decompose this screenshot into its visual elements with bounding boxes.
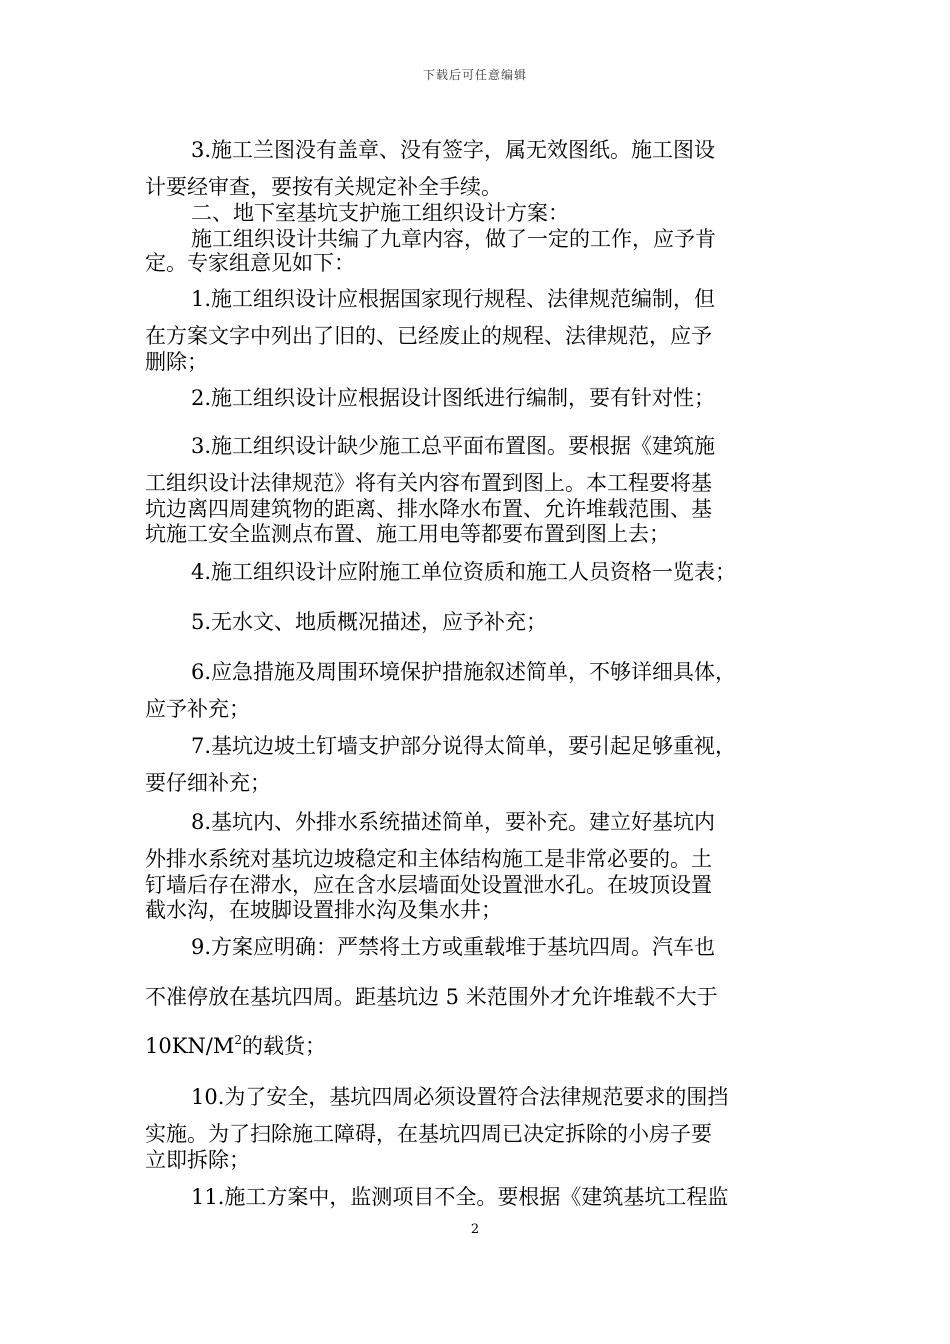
text-line: 应予补充； <box>145 697 250 721</box>
text-line: 10.为了安全，基坑四周必须设置符合法律规范要求的围挡 <box>191 1085 729 1109</box>
text-line: 要仔细补充； <box>145 771 271 795</box>
text-line: 8.基坑内、外排水系统描述简单，要补充。建立好基坑内 <box>191 810 716 834</box>
text-line: 在方案文字中列出了旧的、已经废止的规程、法律规范，应予 <box>145 324 712 348</box>
unit-text: 10KN/M <box>145 1034 235 1058</box>
header-note: 下载后可任意编辑 <box>422 68 527 82</box>
text-line: 5.无水文、地质概况描述，应予补充； <box>191 610 548 634</box>
text-line: 1.施工组织设计应根据国家现行规程、法律规范编制，但 <box>191 287 716 311</box>
text-line: 4.施工组织设计应附施工单位资质和施工人员资格一览表； <box>191 560 737 584</box>
text-line: 工组织设计法律规范》将有关内容布置到图上。本工程要将基 <box>145 471 712 495</box>
text-line: 定。专家组意见如下： <box>145 251 355 275</box>
text-line: 11.施工方案中，监测项目不全。要根据《建筑基坑工程监 <box>191 1185 729 1209</box>
text-fragment: 的载货； <box>242 1034 327 1058</box>
text-line: 实施。为了扫除施工障碍，在基坑四周已决定拆除的小房子要 <box>145 1122 712 1146</box>
text-line: 坑边离四周建筑物的距离、排水降水布置、允许堆载范围、基 <box>145 497 712 521</box>
text-line <box>145 1033 327 1058</box>
page-number: 2 <box>470 1222 480 1237</box>
text-line: 计要经审查，要按有关规定补全手续。 <box>145 175 502 199</box>
text-line: 外排水系统对基坑边坡稳定和主体结构施工是非常必要的。土 <box>145 847 712 871</box>
text-line: 二、地下室基坑支护施工组织设计方案： <box>191 201 569 225</box>
text-line: 立即拆除； <box>145 1148 250 1172</box>
text-line: 6.应急措施及周围环境保护措施叙述简单，不够详细具体， <box>191 660 737 684</box>
text-line: 3.施工兰图没有盖章、没有签字，属无效图纸。施工图设 <box>191 138 716 162</box>
superscript: 2 <box>234 1033 243 1047</box>
text-line: 施工组织设计共编了九章内容，做了一定的工作，应予肯 <box>191 227 716 251</box>
text-line: 删除； <box>145 350 208 374</box>
text-line: 9.方案应明确：严禁将土方或重载堆于基坑四周。汽车也 <box>191 935 716 959</box>
text-line: 钉墙后存在滞水，应在含水层墙面处设置泄水孔。在坡顶设置 <box>145 873 712 897</box>
text-line: 7.基坑边坡土钉墙支护部分说得太简单，要引起足够重视， <box>191 734 737 758</box>
text-line: 3.施工组织设计缺少施工总平面布置图。要根据《建筑施 <box>191 434 716 458</box>
text-line: 2.施工组织设计应根据设计图纸进行编制，要有针对性； <box>191 386 716 410</box>
text-line: 截水沟，在坡脚设置排水沟及集水井； <box>145 898 502 922</box>
text-line: 不准停放在基坑四周。距基坑边 5 米范围外才允许堆载不大于 <box>145 985 718 1009</box>
text-line: 坑施工安全监测点布置、施工用电等都要布置到图上去； <box>145 522 670 546</box>
